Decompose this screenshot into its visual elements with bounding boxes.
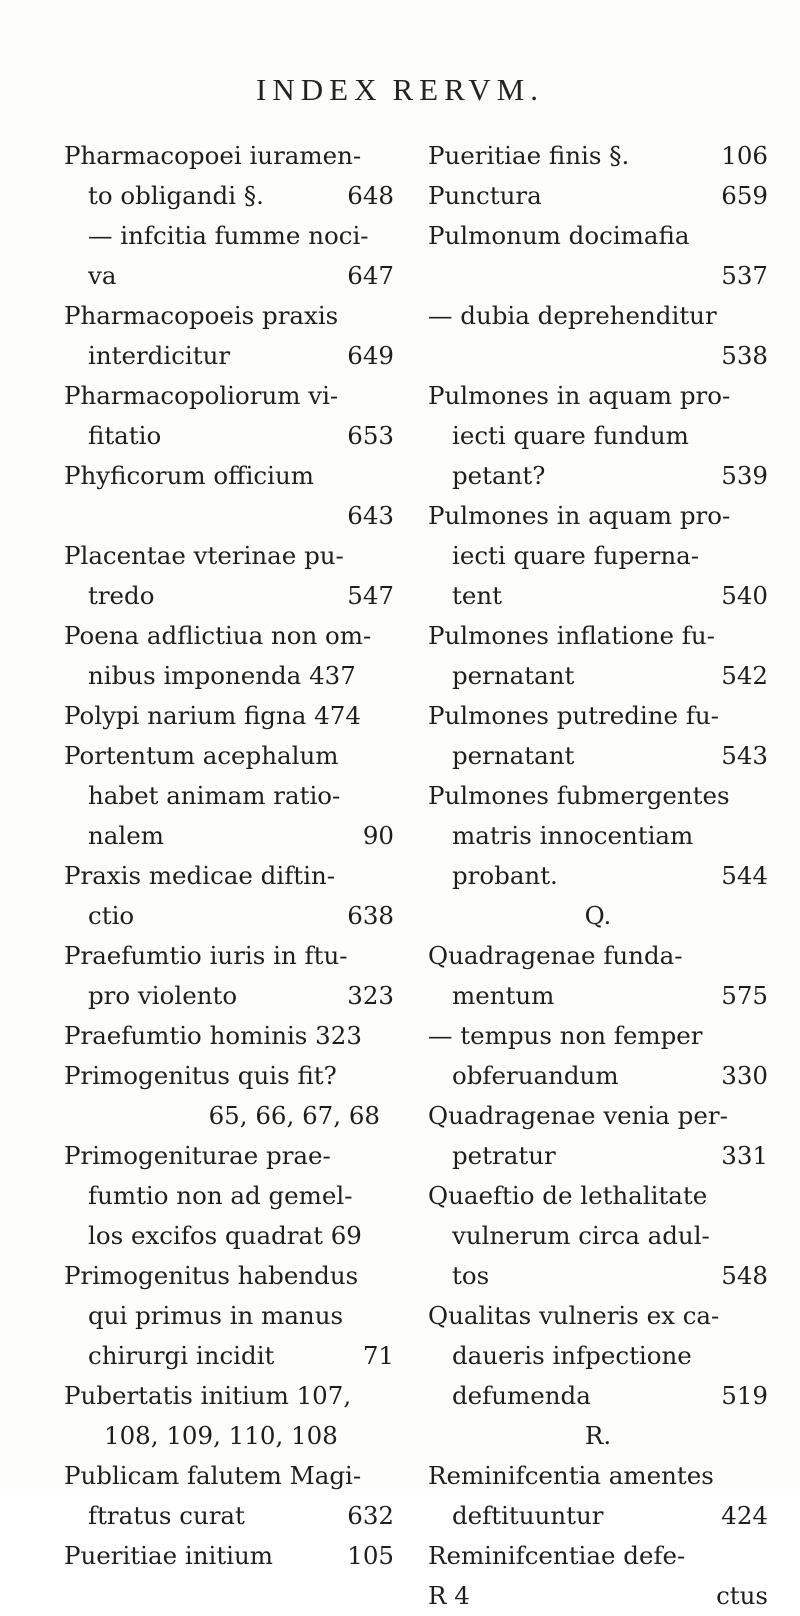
entry-text: Pulmones putredine fu-: [428, 701, 719, 730]
index-entry-line: [64, 1056, 394, 1096]
right-index-column: [428, 136, 768, 1616]
entry-text: Pharmacopoliorum vi-: [64, 381, 339, 410]
index-entry-line: [64, 1176, 394, 1216]
entry-page-number: 547: [347, 581, 394, 610]
index-entry-line: [64, 256, 394, 296]
index-entry-line: [64, 656, 394, 696]
index-entry-line: [64, 1096, 394, 1136]
entry-text: pro violento: [88, 981, 238, 1010]
entry-text: 65, 66, 67, 68: [208, 1101, 380, 1130]
entry-text: Punctura: [428, 181, 542, 210]
entry-text: los excifos quadrat 69: [88, 1221, 362, 1250]
entry-text: ftratus curat: [88, 1501, 245, 1530]
index-entry-line: [428, 1136, 768, 1176]
entry-text: fitatio: [88, 421, 162, 450]
entry-text: Pulmones fubmergentes: [428, 781, 730, 810]
index-entry-line: [428, 376, 768, 416]
entry-page-number: 659: [721, 181, 768, 210]
entry-text: deftituuntur: [452, 1501, 604, 1530]
entry-text: to obligandi §.: [88, 181, 264, 210]
entry-text: Portentum acephalum: [64, 741, 339, 770]
index-entry-line: [64, 176, 394, 216]
index-entry-line: [428, 776, 768, 816]
entry-text: Praefumtio hominis 323: [64, 1021, 362, 1050]
entry-page-number: 538: [721, 341, 768, 370]
index-entry-line: [428, 1056, 768, 1096]
index-entry-line: [64, 216, 394, 256]
header-index: INDEX: [256, 72, 383, 107]
entry-text: fumtio non ad gemel-: [88, 1181, 353, 1210]
index-entry-line: [64, 136, 394, 176]
index-entry-line: [64, 1496, 394, 1536]
index-entry-line: [64, 736, 394, 776]
index-entry-line: [428, 856, 768, 896]
index-entry-line: [428, 1016, 768, 1056]
index-entry-line: [64, 1016, 394, 1056]
entry-text: nibus imponenda 437: [88, 661, 356, 690]
entry-text: Primogeniturae prae-: [64, 1141, 331, 1170]
index-entry-line: [64, 696, 394, 736]
index-entry-line: [428, 896, 768, 936]
entry-text: pernatant: [452, 741, 575, 770]
entry-text: daueris infpectione: [452, 1341, 692, 1370]
entry-text: Pharmacopoeis praxis: [64, 301, 339, 330]
entry-page-number: ctus: [716, 1581, 768, 1610]
entry-text: R 4: [428, 1581, 470, 1610]
entry-text: Pulmones in aquam pro-: [428, 501, 731, 530]
entry-page-number: 643: [347, 501, 394, 530]
entry-text: Publicam falutem Magi-: [64, 1461, 362, 1490]
index-entry-line: [64, 816, 394, 856]
entry-text: chirurgi incidit: [88, 1341, 275, 1370]
entry-text: Quaeftio de lethalitate: [428, 1181, 708, 1210]
index-entry-line: [64, 416, 394, 456]
entry-text: defumenda: [452, 1381, 591, 1410]
index-entry-line: [428, 296, 768, 336]
entry-page-number: 539: [721, 461, 768, 490]
entry-text: ctio: [88, 901, 135, 930]
entry-page-number: 105: [347, 1541, 394, 1570]
index-entry-line: [64, 896, 394, 936]
entry-text: Pulmones inflatione fu-: [428, 621, 715, 650]
index-entry-line: [64, 616, 394, 656]
index-entry-line: [64, 936, 394, 976]
entry-text: Reminifcentiae defe-: [428, 1541, 686, 1570]
index-entry-line: [64, 456, 394, 496]
entry-page-number: 537: [721, 261, 768, 290]
entry-page-number: 649: [347, 341, 394, 370]
entry-text: petant?: [452, 461, 546, 490]
index-entry-line: [428, 936, 768, 976]
index-entry-line: [428, 1256, 768, 1296]
entry-page-number: 544: [721, 861, 768, 890]
index-entry-line: [428, 536, 768, 576]
index-entry-line: [428, 1456, 768, 1496]
entry-text: — tempus non femper: [428, 1021, 703, 1050]
index-entry-line: [64, 1256, 394, 1296]
entry-page-number: 90: [362, 821, 394, 850]
entry-page-number: 543: [721, 741, 768, 770]
entry-page-number: 330: [721, 1061, 768, 1090]
entry-text: Quadragenae funda-: [428, 941, 683, 970]
entry-text: 108, 109, 110, 108: [104, 1421, 338, 1450]
index-entry-line: [428, 1336, 768, 1376]
index-entry-line: [428, 1376, 768, 1416]
entry-text: va: [88, 261, 117, 290]
entry-page-number: 638: [347, 901, 394, 930]
entry-page-number: 647: [347, 261, 394, 290]
index-entry-line: [428, 736, 768, 776]
entry-text: Primogenitus quis fit?: [64, 1061, 337, 1090]
entry-text: Quadragenae venia per-: [428, 1101, 728, 1130]
entry-text: petratur: [452, 1141, 556, 1170]
index-entry-line: [64, 976, 394, 1016]
entry-page-number: 424: [721, 1501, 768, 1530]
entry-text: Placentae vterinae pu-: [64, 541, 344, 570]
entry-page-number: 575: [721, 981, 768, 1010]
index-entry-line: [64, 1536, 394, 1576]
index-entry-line: [428, 1496, 768, 1536]
index-entry-line: [64, 496, 394, 536]
entry-text: Pulmones in aquam pro-: [428, 381, 731, 410]
entry-text: nalem: [88, 821, 164, 850]
entry-text: iecti quare fuperna-: [452, 541, 699, 570]
entry-page-number: 632: [347, 1501, 394, 1530]
entry-text: probant.: [452, 861, 558, 890]
index-entry-line: [64, 1336, 394, 1376]
index-entry-line: [64, 1456, 394, 1496]
index-entry-line: [428, 256, 768, 296]
entry-page-number: 548: [721, 1261, 768, 1290]
entry-text: R.: [584, 1421, 612, 1450]
entry-page-number: 331: [721, 1141, 768, 1170]
index-entry-line: [428, 696, 768, 736]
entry-text: Pueritiae finis §.: [428, 141, 630, 170]
index-entry-line: [64, 536, 394, 576]
entry-text: tent: [452, 581, 502, 610]
entry-text: obferuandum: [452, 1061, 619, 1090]
index-entry-line: [64, 1136, 394, 1176]
index-entry-line: [64, 576, 394, 616]
entry-page-number: 542: [721, 661, 768, 690]
entry-page-number: 71: [362, 1341, 394, 1370]
entry-text: vulnerum circa adul-: [452, 1221, 710, 1250]
index-entry-line: [64, 336, 394, 376]
index-entry-line: [428, 1176, 768, 1216]
entry-text: Q.: [584, 901, 612, 930]
entry-text: Pharmacopoei iuramen-: [64, 141, 362, 170]
entry-text: — infcitia fumme noci-: [88, 221, 369, 250]
index-entry-line: [64, 1296, 394, 1336]
index-entry-line: [428, 616, 768, 656]
entry-text: iecti quare fundum: [452, 421, 689, 450]
index-entry-line: [428, 816, 768, 856]
index-entry-line: [428, 1416, 768, 1456]
entry-page-number: 653: [347, 421, 394, 450]
index-entry-line: [64, 1416, 394, 1456]
entry-text: tos: [452, 1261, 490, 1290]
index-entry-line: [64, 296, 394, 336]
entry-page-number: 540: [721, 581, 768, 610]
entry-text: Praefumtio iuris in ftu-: [64, 941, 348, 970]
entry-text: Pueritiae initium: [64, 1541, 274, 1570]
entry-text: Primogenitus habendus: [64, 1261, 359, 1290]
index-entry-line: [64, 1376, 394, 1416]
entry-page-number: 106: [721, 141, 768, 170]
entry-text: Qualitas vulneris ex ca-: [428, 1301, 720, 1330]
entry-text: Phyficorum officium: [64, 461, 314, 490]
running-header: [0, 72, 800, 108]
index-entry-line: [428, 1216, 768, 1256]
entry-text: tredo: [88, 581, 155, 610]
entry-text: Poena adflictiua non om-: [64, 621, 372, 650]
entry-page-number: 648: [347, 181, 394, 210]
entry-text: Praxis medicae diftin-: [64, 861, 336, 890]
entry-text: pernatant: [452, 661, 575, 690]
index-entry-line: [428, 1576, 768, 1616]
entry-page-number: 519: [721, 1381, 768, 1410]
index-entry-line: [428, 656, 768, 696]
index-entry-line: [428, 1296, 768, 1336]
entry-page-number: 323: [347, 981, 394, 1010]
index-entry-line: [64, 1216, 394, 1256]
entry-text: habet animam ratio-: [88, 781, 341, 810]
index-entry-line: [428, 136, 768, 176]
index-entry-line: [428, 976, 768, 1016]
entry-text: Polypi narium figna 474: [64, 701, 361, 730]
index-entry-line: [428, 216, 768, 256]
entry-text: Pubertatis initium 107,: [64, 1381, 352, 1410]
index-entry-line: [64, 376, 394, 416]
entry-text: matris innocentiam: [452, 821, 694, 850]
header-rerum: RERVM.: [392, 72, 544, 107]
entry-text: mentum: [452, 981, 555, 1010]
index-entry-line: [428, 496, 768, 536]
index-entry-line: [428, 576, 768, 616]
entry-text: interdicitur: [88, 341, 231, 370]
index-entry-line: [428, 176, 768, 216]
index-entry-line: [64, 776, 394, 816]
entry-text: — dubia deprehenditur: [428, 301, 717, 330]
index-entry-line: [428, 456, 768, 496]
index-entry-line: [428, 416, 768, 456]
index-entry-line: [428, 1536, 768, 1576]
entry-text: Reminifcentia amentes: [428, 1461, 714, 1490]
index-entry-line: [64, 856, 394, 896]
index-entry-line: [428, 1096, 768, 1136]
index-entry-line: [428, 336, 768, 376]
entry-text: Pulmonum docimafia: [428, 221, 690, 250]
entry-text: qui primus in manus: [88, 1301, 344, 1330]
left-index-column: [64, 136, 394, 1576]
